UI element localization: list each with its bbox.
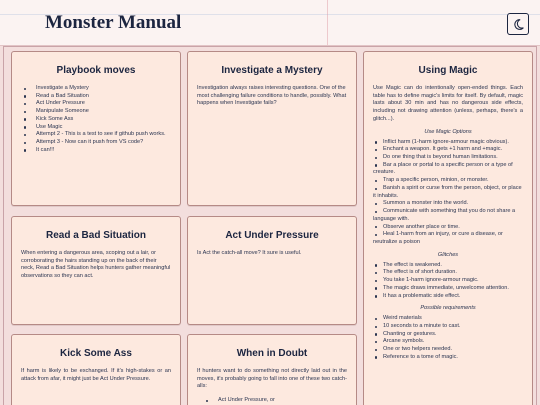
list-item: Act Under Pressure xyxy=(21,100,171,108)
card-title: Investigate a Mystery xyxy=(221,65,323,76)
list-item: Kick Some Ass xyxy=(21,116,171,124)
magic-options-heading: Use Magic Options xyxy=(424,128,472,135)
list-item: Trap a specific person, minion, or monster. xyxy=(373,177,523,185)
list-item: Observe another place or time. xyxy=(373,224,523,232)
list-item: Attempt 3 - Now can it push from VS code? xyxy=(21,139,171,147)
list-item: Heal 1-harm from an injury, or cure a disease, or neutralize a poison xyxy=(373,231,523,246)
card-read-bad-situation xyxy=(11,216,181,325)
list-item: Investigate a Mystery xyxy=(21,85,171,93)
card-title: When in Doubt xyxy=(236,348,308,359)
list-item: Attempt 2 - This is a test to see if github push works. xyxy=(21,131,171,139)
doubt-list xyxy=(197,397,347,405)
requirements-heading: Possible requirements xyxy=(420,305,476,312)
glitches-heading: Glitches xyxy=(437,251,459,258)
card-text: When entering a dangerous area, scoping out a lair, or corroborating the hairs standing up on the back of their neck, Read a Bad Situation helps hunters gather meaningful observations so they can act. xyxy=(21,250,171,280)
list-item: Arcane symbols. xyxy=(373,338,523,346)
list-item: Chanting or gestures. xyxy=(373,331,523,339)
card-text: If hunters want to do something not directly laid out in the moves, it's probably going to fall into one of these two catch-alls: xyxy=(197,368,347,390)
list-item: You take 1-harm ignore-armour magic. xyxy=(373,277,523,285)
app-header xyxy=(0,0,540,46)
card-title: Act Under Pressure xyxy=(225,230,319,241)
list-item: The effect is of short duration. xyxy=(373,269,523,277)
card-title: Playbook moves xyxy=(56,65,136,76)
card-title: Using Magic xyxy=(418,65,478,76)
glitches-list xyxy=(373,262,523,301)
list-item: Manipulate Someone xyxy=(21,108,171,116)
card-using-magic xyxy=(363,51,533,405)
requirements-list xyxy=(373,315,523,361)
magic-options-list xyxy=(373,139,523,247)
list-item: Do one thing that is beyond human limitations. xyxy=(373,154,523,162)
list-item: Bar a place or portal to a specific person or a type of creature. xyxy=(373,162,523,177)
moon-icon xyxy=(512,18,525,31)
theme-toggle-button[interactable] xyxy=(507,13,529,35)
list-item: It has a problematic side effect. xyxy=(373,293,523,301)
card-kick-some-ass xyxy=(11,334,181,405)
list-item: 10 seconds to a minute to cast. xyxy=(373,323,523,331)
list-item: The effect is weakened. xyxy=(373,262,523,270)
playbook-moves-list xyxy=(21,85,171,154)
list-item: Reference to a tome of magic. xyxy=(373,354,523,362)
list-item: Communicate with something that you do not share a language with. xyxy=(373,208,523,223)
card-act-under-pressure xyxy=(187,216,357,325)
card-grid xyxy=(3,46,537,405)
list-item: Inflict harm (1-harm ignore-armour magic obvious). xyxy=(373,139,523,147)
list-item: Summon a monster into the world. xyxy=(373,200,523,208)
list-item: It can!!! xyxy=(21,147,171,155)
card-text: Is Act the catch-all move? It sure is useful. xyxy=(197,250,302,256)
list-item: The magic draws immediate, unwelcome attention. xyxy=(373,285,523,293)
card-title: Read a Bad Situation xyxy=(45,230,146,241)
page-title: Monster Manual xyxy=(45,12,182,33)
list-item: Read a Bad Situation xyxy=(21,93,171,101)
list-item: Use Magic xyxy=(21,124,171,132)
list-item: Banish a spirit or curse from the person, object, or place it inhabits. xyxy=(373,184,522,199)
list-item: Act Under Pressure, or xyxy=(203,397,347,405)
card-when-in-doubt xyxy=(187,334,357,405)
card-text: Use Magic can do intentionally open-ended things. Each table has to define magic's limits for itself. By default, magic lasts about 30 min and has no dangerous side effects, including not drawing attention (unless, perhaps, there's a glitch...). xyxy=(373,85,523,122)
card-title: Kick Some Ass xyxy=(60,348,132,359)
card-investigate-mystery xyxy=(187,51,357,206)
card-playbook-moves xyxy=(11,51,181,206)
card-text: Investigation always raises interesting questions. One of the most challenging failure conditions to handle, possibly. What happens when Investigate fails? xyxy=(197,85,347,107)
list-item: One or two helpers needed. xyxy=(373,346,523,354)
list-item: Weird materials xyxy=(373,315,523,323)
card-text: If harm is likely to be exchanged. If it's high-stakes or an attack from afar, it might just be Act Under Pressure. xyxy=(21,368,171,382)
list-item: Enchant a weapon. It gets +1 harm and +magic. xyxy=(373,146,523,154)
